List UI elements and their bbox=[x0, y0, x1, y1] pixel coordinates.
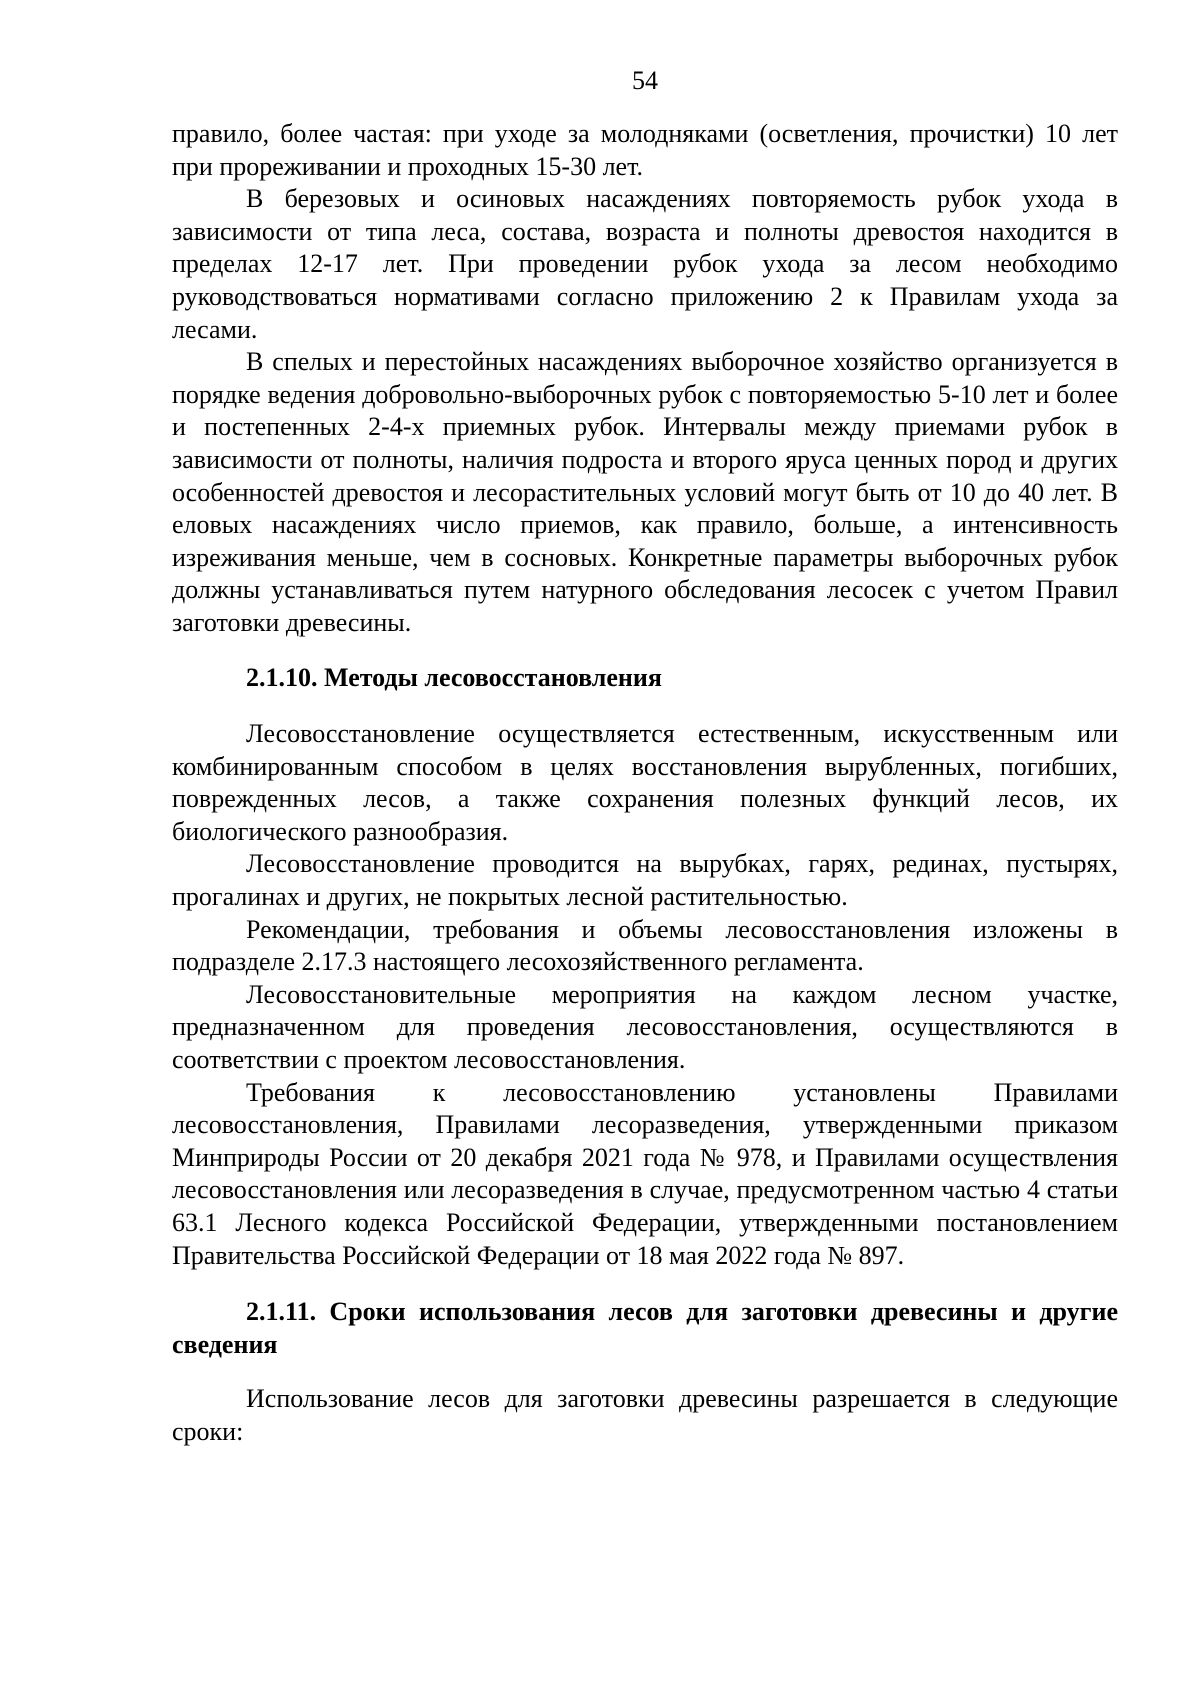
paragraph-reforestation-3: Рекомендации, требования и объемы лесовосстановления изложены в подразделе 2.17.3 настоящего лесохозяйственного регламента. bbox=[172, 914, 1118, 977]
paragraph-timber-terms-1: Использование лесов для заготовки древесины разрешается в следующие сроки: bbox=[172, 1384, 1118, 1446]
paragraph-mature-stands: В спелых и перестойных насаждениях выборочное хозяйство организуется в порядке ведения добровольно-выборочных рубок с повторяемостью 5-10 лет и более и постепенных 2-4-х приемных рубок. Интервалы между приемами рубок в зависимости от полноты, наличия подроста и второго яруса ценных пород и других особенностей древостоя и лесорастительных условий могут быть от 10 до 40 лет. В еловых насаждениях число приемов, как правило, больше, а интенсивность изреживания меньше, чем в сосновых. Конкретные параметры выборочных рубок должны устанавливаться путем натурного обследования лесосек с учетом Правил заготовки древесины. bbox=[172, 347, 1118, 637]
document-page bbox=[172, 66, 1118, 1449]
paragraph-reforestation-2: Лесовосстановление проводится на вырубках, гарях, рединах, пустырях, прогалинах и других, не покрытых лесной растительностью. bbox=[172, 849, 1118, 912]
paragraph-reforestation-5: Требования к лесовосстановлению установлены Правилами лесовосстановления, Правилами лесоразведения, утвержденными приказом Минприроды России от 20 декабря 2021 года № 978, и Правилами осуществления лесовосстановления или лесоразведения в случае, предусмотренном частью 4 статьи 63.1 Лесного кодекса Российской Федерации, утвержденными постановлением Правительства Российской Федерации от 18 мая 2022 года № 897. bbox=[172, 1077, 1118, 1270]
paragraph-reforestation-4: Лесовосстановительные мероприятия на каждом лесном участке, предназначенном для проведения лесовосстановления, осуществляются в соответствии с проектом лесовосстановления. bbox=[172, 979, 1118, 1075]
section-heading-timber-terms: 2.1.11. Сроки использования лесов для заготовки древесины и другие сведения bbox=[172, 1297, 1118, 1359]
section-heading-reforestation-methods: 2.1.10. Методы лесовосстановления bbox=[246, 662, 662, 692]
paragraph-birch-aspen: В березовых и осиновых насаждениях повторяемость рубок ухода в зависимости от типа леса, состава, возраста и полноты древостоя находится в пределах 12-17 лет. При проведении рубок ухода за лесом необходимо руководствоваться нормативами согласно приложению 2 к Правилам ухода за лесами. bbox=[172, 184, 1118, 344]
paragraph-reforestation-1: Лесовосстановление осуществляется естественным, искусственным или комбинированным способом в целях восстановления вырубленных, погибших, поврежденных лесов, а также сохранения полезных функций лесов, их биологического разнообразия. bbox=[172, 719, 1118, 846]
paragraph-continuation: правило, более частая: при уходе за молодняками (осветления, прочистки) 10 лет при прореживании и проходных 15-30 лет. bbox=[172, 119, 1118, 181]
page-number: 54 bbox=[632, 66, 658, 95]
